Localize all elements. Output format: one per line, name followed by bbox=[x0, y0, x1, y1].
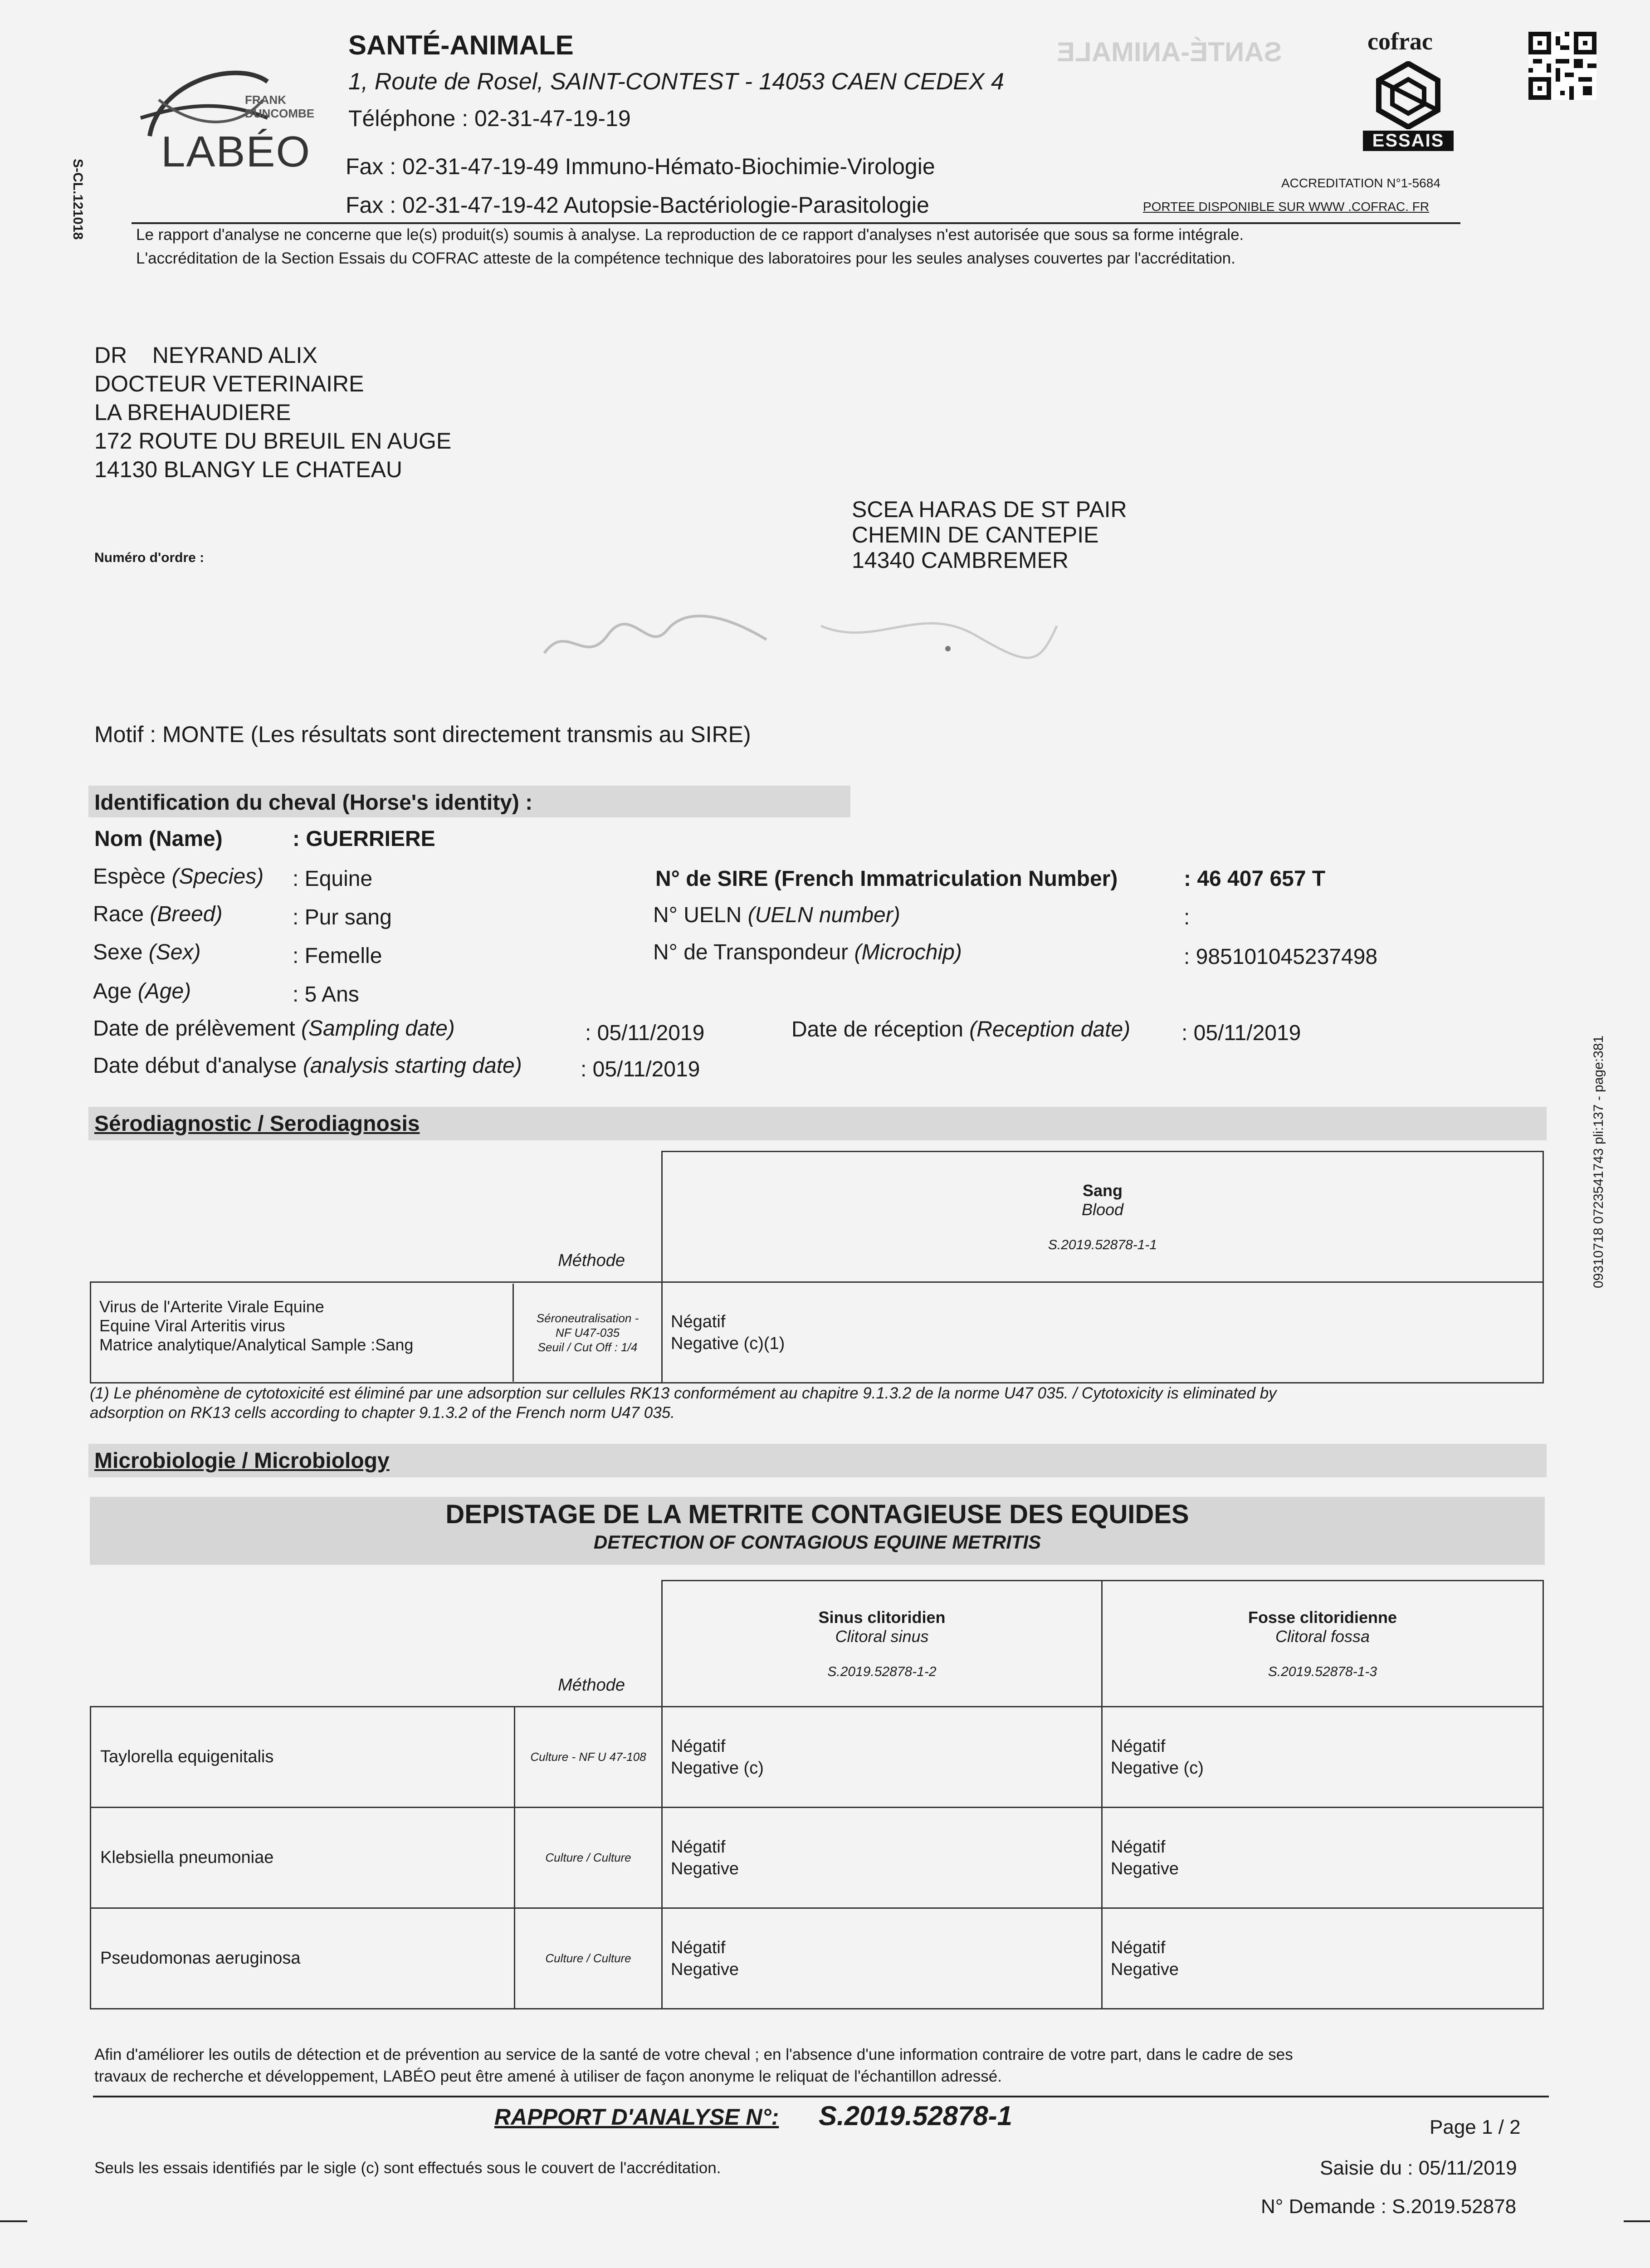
micro-r2a-2: Négatif bbox=[1111, 1938, 1166, 1957]
recipient-address bbox=[94, 341, 451, 484]
sampling-label-fr: Date de prélèvement bbox=[93, 1017, 295, 1041]
start-label bbox=[93, 1053, 522, 1078]
species-label bbox=[93, 864, 264, 889]
start-label-en: (analysis starting date) bbox=[303, 1054, 522, 1078]
serodiagnostic-title: Sérodiagnostic / Serodiagnosis bbox=[94, 1112, 420, 1136]
sex-label bbox=[93, 940, 200, 965]
micro-methode-header: Méthode bbox=[558, 1676, 625, 1695]
owner-line-2: CHEMIN DE CANTEPIE bbox=[852, 522, 1099, 547]
micro-r2b-0: Negative (c) bbox=[1111, 1758, 1204, 1778]
report-number-label: RAPPORT D'ANALYSE N°: bbox=[494, 2104, 779, 2130]
table-row bbox=[91, 1707, 1543, 1808]
page-number: Page 1 / 2 bbox=[1430, 2116, 1521, 2138]
demande-number: N° Demande : S.2019.52878 bbox=[1261, 2195, 1517, 2218]
micro-col1-fr: Sinus clitoridien bbox=[818, 1608, 946, 1627]
motif: Motif : MONTE (Les résultats sont directement transmis au SIRE) bbox=[94, 722, 751, 747]
report-number: S.2019.52878-1 bbox=[819, 2101, 1013, 2131]
lab-address: 1, Route de Rosel, SAINT-CONTEST - 14053 CAEN CEDEX 4 bbox=[348, 68, 1004, 95]
recipient-line-3: LA BREHAUDIERE bbox=[94, 400, 291, 425]
ueln-label bbox=[653, 903, 900, 928]
sire-value: : 46 407 657 T bbox=[1184, 867, 1326, 891]
numero-ordre-label: Numéro d'ordre : bbox=[94, 550, 205, 565]
species-label-en: (Species) bbox=[171, 865, 264, 889]
ueln-value: : bbox=[1184, 905, 1190, 929]
micro-r2b-2: Negative bbox=[1111, 1960, 1179, 1979]
lab-phone: Téléphone : 02-31-47-19-19 bbox=[348, 106, 631, 131]
owner-line-3: 14340 CAMBREMER bbox=[852, 547, 1069, 573]
sero-test-line-2: Equine Viral Arteritis virus bbox=[99, 1316, 285, 1335]
cofrac-accreditation: ACCREDITATION N°1-5684 bbox=[1281, 176, 1440, 190]
footer-notice-line-1: Afin d'améliorer les outils de détection et de prévention au service de la santé de votre cheval ; en l'absence d'une information contraire de votre part, dans le cadre de ses bbox=[94, 2046, 1293, 2063]
cofrac-portee: PORTEE DISPONIBLE SUR WWW .COFRAC. FR bbox=[1143, 200, 1430, 214]
sero-sample-fr: Sang bbox=[1082, 1181, 1123, 1200]
micro-method-1: Culture / Culture bbox=[515, 1808, 662, 1908]
left-margin-code: S-CL.121018 bbox=[70, 159, 85, 240]
micro-r2b-1: Negative bbox=[1111, 1859, 1179, 1878]
table-row bbox=[91, 1808, 1543, 1908]
sero-footnote-line-2: adsorption on RK13 cells according to chapter 9.1.3.2 of the French norm U47 035. bbox=[90, 1404, 675, 1422]
recipient-line-4: 172 ROUTE DU BREUIL EN AUGE bbox=[94, 428, 452, 454]
ueln-label-fr: N° UELN bbox=[653, 903, 742, 927]
saisie-date: Saisie du : 05/11/2019 bbox=[1320, 2157, 1517, 2179]
metritis-banner-title: DEPISTAGE DE LA METRITE CONTAGIEUSE DES EQUIDES bbox=[445, 1500, 1189, 1529]
header-divider bbox=[132, 222, 1460, 224]
recipient-line-2: DOCTEUR VETERINAIRE bbox=[94, 371, 364, 396]
footer-notice-line-2: travaux de recherche et développement, LABÉO peut être amené à utiliser de façon anonyme le reliquat de l'échantillon adressé. bbox=[94, 2068, 1002, 2085]
sero-methode-header: Méthode bbox=[558, 1251, 625, 1270]
sero-method-line-3: Seuil / Cut Off : 1/4 bbox=[537, 1340, 638, 1354]
micro-r2a-1: Négatif bbox=[1111, 1837, 1166, 1857]
micro-r1b-2: Negative bbox=[671, 1960, 739, 1979]
age-label-fr: Age bbox=[93, 979, 132, 1003]
logo-name: LABÉO bbox=[161, 127, 311, 176]
labeo-logo bbox=[132, 50, 331, 186]
species-label-fr: Espèce bbox=[93, 865, 166, 889]
cofrac-top-text: cofrac bbox=[1367, 28, 1433, 55]
metritis-banner-subtitle: DETECTION OF CONTAGIOUS EQUINE METRITIS bbox=[593, 1531, 1041, 1553]
age-label bbox=[93, 979, 191, 1004]
sire-label: N° de SIRE (French Immatriculation Number) bbox=[655, 867, 1118, 891]
sero-method-line-1: Séroneutralisation - bbox=[536, 1311, 639, 1325]
metritis-banner bbox=[90, 1497, 1545, 1565]
cofrac-bottom-text: ESSAIS bbox=[1363, 131, 1454, 151]
signature-bleedthrough bbox=[531, 585, 1075, 694]
micro-test-0: Taylorella equigenitalis bbox=[91, 1707, 515, 1808]
micro-col1-en: Clitoral sinus bbox=[835, 1627, 929, 1646]
sex-label-en: (Sex) bbox=[148, 940, 201, 964]
transponder-label bbox=[653, 940, 962, 965]
qr-code bbox=[1528, 32, 1596, 100]
right-margin-code: 09310718 0723541743 pli:137 - page:381 bbox=[1591, 1035, 1606, 1288]
sero-footnote-line-1: (1) Le phénomène de cytotoxicité est éliminé par une adsorption sur cellules RK13 conformément au chapitre 9.1.3.2 de la norme U47 035. / Cytotoxicity is eliminated by bbox=[90, 1384, 1277, 1402]
ueln-label-en: (UELN number) bbox=[747, 903, 900, 927]
sero-sample-id: S.2019.52878-1-1 bbox=[1048, 1237, 1157, 1252]
micro-col1-id: S.2019.52878-1-2 bbox=[827, 1664, 937, 1679]
qr-code-icon bbox=[1528, 32, 1596, 100]
name-label: Nom (Name) bbox=[94, 827, 223, 851]
sero-result-line-2: Negative (c)(1) bbox=[671, 1334, 785, 1353]
sero-test-line-3: Matrice analytique/Analytical Sample :Sang bbox=[99, 1335, 414, 1354]
microbiology-title: Microbiologie / Microbiology bbox=[94, 1449, 390, 1473]
sero-method-line-2: NF U47-035 bbox=[555, 1325, 620, 1339]
lab-fax-1: Fax : 02-31-47-19-49 Immuno-Hémato-Biochimie-Virologie bbox=[346, 154, 935, 179]
table-row bbox=[91, 1908, 1543, 2009]
reception-label bbox=[791, 1017, 1130, 1042]
micro-r2a-0: Négatif bbox=[1111, 1736, 1166, 1756]
sero-sample-en: Blood bbox=[1081, 1200, 1124, 1219]
lab-fax-2: Fax : 02-31-47-19-42 Autopsie-Bactériologie-Parasitologie bbox=[346, 192, 929, 218]
transponder-label-en: (Microchip) bbox=[854, 940, 962, 964]
micro-method-2: Culture / Culture bbox=[515, 1908, 662, 2009]
name-value: : GUERRIERE bbox=[293, 827, 435, 851]
disclaimer-line-1: Le rapport d'analyse ne concerne que le(s) produit(s) soumis à analyse. La reproduction de ce rapport d'analyses n'est autorisée que sous sa forme intégrale. bbox=[136, 226, 1244, 244]
accreditation-note: Seuls les essais identifiés par le sigle (c) sont effectués sous le couvert de l'accréditation. bbox=[94, 2159, 721, 2177]
breed-label-fr: Race bbox=[93, 902, 144, 926]
breed-value: : Pur sang bbox=[293, 905, 392, 929]
bottom-left-mark bbox=[0, 2220, 27, 2222]
recipient-line-1: DR NEYRAND ALIX bbox=[94, 342, 317, 368]
reception-value: : 05/11/2019 bbox=[1181, 1021, 1301, 1045]
micro-col2-en: Clitoral fossa bbox=[1275, 1627, 1370, 1646]
micro-col2-id: S.2019.52878-1-3 bbox=[1268, 1664, 1377, 1679]
micro-test-1: Klebsiella pneumoniae bbox=[91, 1808, 515, 1908]
sex-value: : Femelle bbox=[293, 944, 382, 968]
sampling-label bbox=[93, 1016, 455, 1041]
breed-label-en: (Breed) bbox=[150, 902, 223, 926]
sero-result-line-1: Négatif bbox=[671, 1312, 726, 1331]
recipient-line-5: 14130 BLANGY LE CHATEAU bbox=[94, 457, 403, 482]
breed-label bbox=[93, 902, 222, 927]
identification-title: Identification du cheval (Horse's identity) : bbox=[94, 791, 533, 815]
sampling-label-en: (Sampling date) bbox=[301, 1017, 455, 1041]
disclaimer-line-2: L'accréditation de la Section Essais du COFRAC atteste de la compétence technique des laboratoires pour les seules analyses couvertes par l'accréditation. bbox=[136, 249, 1235, 267]
reception-label-en: (Reception date) bbox=[969, 1017, 1131, 1041]
micro-r1a-1: Négatif bbox=[671, 1837, 726, 1857]
micro-r1a-0: Négatif bbox=[671, 1736, 726, 1756]
micro-method-0: Culture - NF U 47-108 bbox=[515, 1707, 662, 1808]
age-label-en: (Age) bbox=[137, 979, 191, 1003]
micro-r1a-2: Négatif bbox=[671, 1938, 726, 1957]
reception-label-fr: Date de réception bbox=[791, 1017, 963, 1041]
start-value: : 05/11/2019 bbox=[581, 1057, 700, 1081]
transponder-value: : 985101045237498 bbox=[1184, 945, 1378, 969]
micro-r1b-0: Negative (c) bbox=[671, 1758, 764, 1778]
microbiology-table bbox=[90, 1580, 1544, 2009]
owner-address bbox=[852, 497, 1127, 573]
micro-r1b-1: Negative bbox=[671, 1859, 739, 1878]
logo-brand-line2: DUNCOMBE bbox=[245, 107, 315, 120]
serodiagnostic-table bbox=[90, 1151, 1544, 1383]
sampling-value: : 05/11/2019 bbox=[585, 1021, 705, 1045]
cofrac-hexagon-icon bbox=[1372, 61, 1445, 129]
footer-divider bbox=[93, 2096, 1549, 2097]
sex-label-fr: Sexe bbox=[93, 940, 143, 964]
sero-test-line-1: Virus de l'Arterite Virale Equine bbox=[99, 1297, 324, 1316]
logo-brand-line1: FRANK bbox=[245, 93, 286, 107]
ghost-bleedthrough: SANTÉ-ANIMALE bbox=[1057, 37, 1282, 67]
micro-col2-fr: Fosse clitoridienne bbox=[1248, 1608, 1397, 1627]
bottom-right-mark bbox=[1624, 2220, 1650, 2222]
cofrac-logo bbox=[1363, 27, 1454, 163]
species-value: : Equine bbox=[293, 867, 373, 891]
micro-test-2: Pseudomonas aeruginosa bbox=[91, 1908, 515, 2009]
owner-line-1: SCEA HARAS DE ST PAIR bbox=[852, 497, 1127, 522]
age-value: : 5 Ans bbox=[293, 982, 359, 1007]
transponder-label-fr: N° de Transpondeur bbox=[653, 940, 849, 964]
lab-name: SANTÉ-ANIMALE bbox=[348, 30, 574, 60]
start-label-fr: Date début d'analyse bbox=[93, 1054, 297, 1078]
